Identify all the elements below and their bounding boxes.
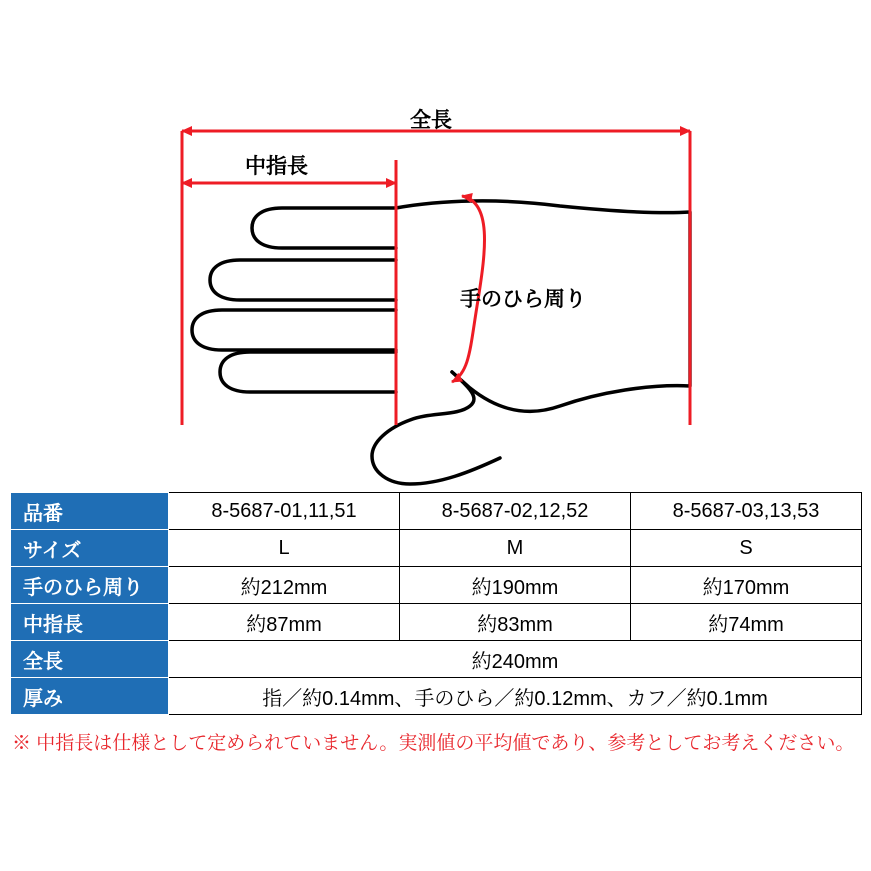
table-row [11,641,862,678]
row-header-size: サイズ [11,530,169,567]
row-header-palm-circumference: 手のひら周り [11,567,169,604]
cell-size-l: L [169,530,400,567]
cell-part-number-s: 8-5687-03,13,53 [631,493,862,530]
row-header-part-number: 品番 [11,493,169,530]
label-total-length: 全長 [410,109,452,132]
cell-middle-finger-m: 約83mm [400,604,631,641]
row-header-thickness: 厚み [11,678,169,715]
table-row [11,678,862,715]
label-palm-circumference: 手のひら周り [460,288,586,311]
table-row [11,604,862,641]
table-row [11,567,862,604]
row-header-total-length: 全長 [11,641,169,678]
cell-palm-s: 約170mm [631,567,862,604]
table-row [11,530,862,567]
cell-palm-l: 約212mm [169,567,400,604]
cell-thickness: 指／約0.14mm、手のひら／約0.12mm、カフ／約0.1mm [169,678,862,715]
cell-middle-finger-s: 約74mm [631,604,862,641]
cell-total-length: 約240mm [169,641,862,678]
cell-part-number-m: 8-5687-02,12,52 [400,493,631,530]
cell-part-number-l: 8-5687-01,11,51 [169,493,400,530]
label-middle-finger-length: 中指長 [245,155,308,178]
cell-size-s: S [631,530,862,567]
cell-size-m: M [400,530,631,567]
glove-outline [192,201,690,484]
row-header-middle-finger: 中指長 [11,604,169,641]
table-row [11,493,862,530]
footnote: ※ 中指長は仕様として定められていません。実測値の平均値であり、参考としてお考えください。 [12,733,855,754]
cell-middle-finger-l: 約87mm [169,604,400,641]
spec-table [10,492,862,715]
cell-palm-m: 約190mm [400,567,631,604]
